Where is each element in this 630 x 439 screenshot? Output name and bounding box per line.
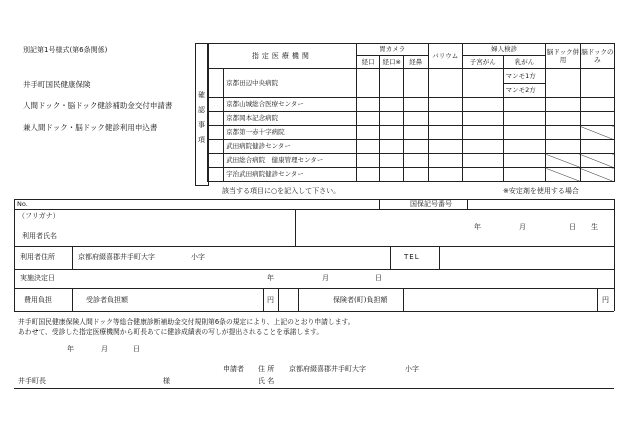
cost-label: 費用負担 bbox=[24, 296, 52, 304]
check-cell[interactable] bbox=[403, 112, 428, 126]
applicant-address-label: 住 所 bbox=[258, 365, 275, 373]
apply-day: 日 bbox=[133, 345, 140, 353]
apply-year: 年 bbox=[67, 345, 74, 353]
check-cell[interactable] bbox=[503, 140, 546, 154]
recipient-cost-yen: 円 bbox=[267, 296, 274, 304]
address-value[interactable]: 京都府綴喜郡井手町大字 bbox=[78, 253, 155, 261]
check-cell[interactable] bbox=[208, 69, 224, 98]
col-institution: 指定医療機関 bbox=[208, 44, 357, 69]
hospital-row: 京都田辺中央病院 bbox=[224, 69, 357, 98]
check-cell[interactable] bbox=[462, 126, 503, 140]
exam-note-left: 該当する項目に○を記入して下さい。 bbox=[222, 187, 341, 195]
check-cell[interactable] bbox=[546, 140, 580, 154]
exam-side-label: 確認事項 bbox=[198, 91, 205, 144]
recipient-cost-field[interactable] bbox=[150, 289, 262, 310]
user-name-field[interactable] bbox=[75, 210, 293, 245]
check-cell[interactable] bbox=[462, 112, 503, 126]
check-cell[interactable] bbox=[503, 112, 546, 126]
check-cell[interactable] bbox=[580, 140, 614, 154]
check-cell[interactable] bbox=[546, 112, 580, 126]
recipient-cost-label: 受診者負担額 bbox=[86, 296, 128, 304]
exam-table bbox=[207, 43, 615, 182]
sub-nasal: 経鼻 bbox=[403, 56, 428, 69]
check-cell[interactable] bbox=[462, 98, 503, 112]
check-cell[interactable] bbox=[403, 154, 428, 168]
check-cell[interactable] bbox=[403, 69, 428, 98]
check-cell[interactable] bbox=[403, 126, 428, 140]
check-cell[interactable] bbox=[546, 98, 580, 112]
check-cell[interactable] bbox=[380, 140, 404, 154]
check-cell[interactable] bbox=[208, 126, 224, 140]
check-cell[interactable] bbox=[503, 154, 546, 168]
check-cell[interactable] bbox=[503, 98, 546, 112]
check-cell[interactable] bbox=[356, 69, 380, 98]
birth-day: 日 bbox=[569, 223, 576, 231]
disabled-cell bbox=[580, 154, 614, 168]
check-cell[interactable] bbox=[356, 154, 380, 168]
no-label: No. bbox=[17, 200, 28, 208]
applicant-address-value[interactable]: 京都府綴喜郡井手町大字 bbox=[289, 365, 366, 373]
check-cell[interactable] bbox=[380, 154, 404, 168]
birth-month: 月 bbox=[519, 223, 526, 231]
sub-cervical: 子宮がん bbox=[462, 56, 503, 69]
mammo-2-option[interactable]: マンモ2方 bbox=[503, 84, 546, 98]
check-cell[interactable] bbox=[428, 154, 462, 168]
check-cell[interactable] bbox=[208, 112, 224, 126]
form-title-1: 人間ドック・脳ドック健診補助金交付申請書 bbox=[23, 101, 173, 110]
check-cell[interactable] bbox=[380, 98, 404, 112]
declaration-line-1: 井手町国民健康保険人間ドック等総合健康診断補助金交付規則第6条の規定により、上記のとおり申請します。 bbox=[18, 318, 355, 326]
check-cell[interactable] bbox=[580, 69, 614, 98]
insurer-cost-label: 保険者(町)負担額 bbox=[333, 296, 388, 304]
check-cell[interactable] bbox=[428, 112, 462, 126]
check-cell[interactable] bbox=[546, 126, 580, 140]
disabled-cell bbox=[546, 154, 580, 168]
check-cell[interactable] bbox=[208, 168, 224, 182]
birth-year: 年 bbox=[474, 223, 481, 231]
sub-oral-sedation: 経口※ bbox=[380, 56, 404, 69]
hospital-row: 京都岡本記念病院 bbox=[224, 112, 357, 126]
check-cell[interactable] bbox=[380, 168, 404, 182]
check-cell[interactable] bbox=[462, 168, 503, 182]
hospital-row: 京都第一赤十字病院 bbox=[224, 126, 357, 140]
declaration-line-2: あわせて、受診した指定医療機関から町長あてに健診成績表の写しが提出されることを承諾します。 bbox=[18, 328, 324, 336]
check-cell[interactable] bbox=[462, 154, 503, 168]
decision-year: 年 bbox=[267, 274, 274, 282]
check-cell[interactable] bbox=[208, 154, 224, 168]
check-cell[interactable] bbox=[428, 168, 462, 182]
address-koaza: 小字 bbox=[191, 253, 205, 261]
insurer-cost-field[interactable] bbox=[404, 289, 596, 310]
check-cell[interactable] bbox=[403, 168, 428, 182]
check-cell[interactable] bbox=[403, 140, 428, 154]
hospital-row: 京都山城総合医療センター bbox=[224, 98, 357, 112]
check-cell[interactable] bbox=[580, 98, 614, 112]
col-stomach-camera: 胃カメラ bbox=[356, 44, 428, 56]
check-cell[interactable] bbox=[503, 126, 546, 140]
check-cell[interactable] bbox=[380, 69, 404, 98]
birth-suffix: 生 bbox=[591, 223, 598, 231]
check-cell[interactable] bbox=[403, 98, 428, 112]
user-name-label: 利用者氏名 bbox=[22, 232, 57, 240]
applicant-koaza: 小字 bbox=[405, 365, 419, 373]
applicant-label: 申請者 bbox=[223, 365, 244, 373]
insurance-no-field[interactable] bbox=[467, 199, 614, 209]
check-cell[interactable] bbox=[580, 112, 614, 126]
check-cell[interactable] bbox=[428, 126, 462, 140]
apply-month: 月 bbox=[101, 345, 108, 353]
decision-day: 日 bbox=[375, 274, 382, 282]
tel-label: TEL bbox=[404, 253, 420, 261]
check-cell[interactable] bbox=[356, 168, 380, 182]
insurance-no-label: 国保記号番号 bbox=[410, 200, 452, 208]
check-cell[interactable] bbox=[546, 69, 580, 98]
sub-oral: 経口 bbox=[356, 56, 380, 69]
hospital-row: 武田病院健診センター bbox=[224, 140, 357, 154]
col-barium: バリウム bbox=[428, 44, 462, 69]
check-cell[interactable] bbox=[428, 69, 462, 98]
check-cell[interactable] bbox=[356, 126, 380, 140]
insurer-cost-yen: 円 bbox=[602, 296, 609, 304]
mammo-1-option[interactable]: マンモ1方 bbox=[503, 69, 546, 84]
decision-date-label: 実施決定日 bbox=[20, 274, 55, 282]
form-title-2: 兼人間ドック・脳ドック健診利用申込書 bbox=[23, 123, 158, 132]
applicant-name-label: 氏 名 bbox=[258, 377, 275, 385]
check-cell[interactable] bbox=[380, 112, 404, 126]
hospital-row: 宇治武田病院健診センター bbox=[224, 168, 357, 182]
col-brain-only: 脳ドックのみ bbox=[580, 44, 614, 69]
sama-label: 様 bbox=[163, 377, 170, 385]
furigana-label: （フリガナ） bbox=[18, 212, 60, 220]
check-cell[interactable] bbox=[503, 168, 546, 182]
check-cell[interactable] bbox=[356, 112, 380, 126]
check-cell[interactable] bbox=[356, 98, 380, 112]
check-cell[interactable] bbox=[462, 140, 503, 154]
check-cell[interactable] bbox=[380, 126, 404, 140]
check-cell[interactable] bbox=[356, 140, 380, 154]
address-label: 利用者住所 bbox=[20, 253, 55, 261]
disabled-cell bbox=[580, 126, 614, 140]
applicant-name-field[interactable] bbox=[290, 374, 610, 387]
org-name: 井手町国民健康保険 bbox=[23, 80, 91, 89]
disabled-cell bbox=[580, 168, 614, 182]
check-cell[interactable] bbox=[208, 98, 224, 112]
decision-month: 月 bbox=[322, 274, 329, 282]
hospital-row: 武田総合病院 健康管理センター bbox=[224, 154, 357, 168]
check-cell[interactable] bbox=[428, 98, 462, 112]
check-cell[interactable] bbox=[428, 140, 462, 154]
check-cell[interactable] bbox=[462, 69, 503, 98]
mayor-label: 井手町長 bbox=[18, 377, 46, 385]
exam-note-right: ※安定剤を使用する場合 bbox=[503, 187, 579, 195]
sub-breast: 乳がん bbox=[503, 56, 546, 69]
col-gyne: 婦人検診 bbox=[462, 44, 546, 56]
disabled-cell bbox=[546, 168, 580, 182]
tel-field[interactable] bbox=[440, 247, 613, 268]
form-number: 別記第1号様式(第6条関係) bbox=[23, 46, 108, 54]
col-brain-combined: 脳ドック併用 bbox=[546, 44, 580, 69]
check-cell[interactable] bbox=[208, 140, 224, 154]
